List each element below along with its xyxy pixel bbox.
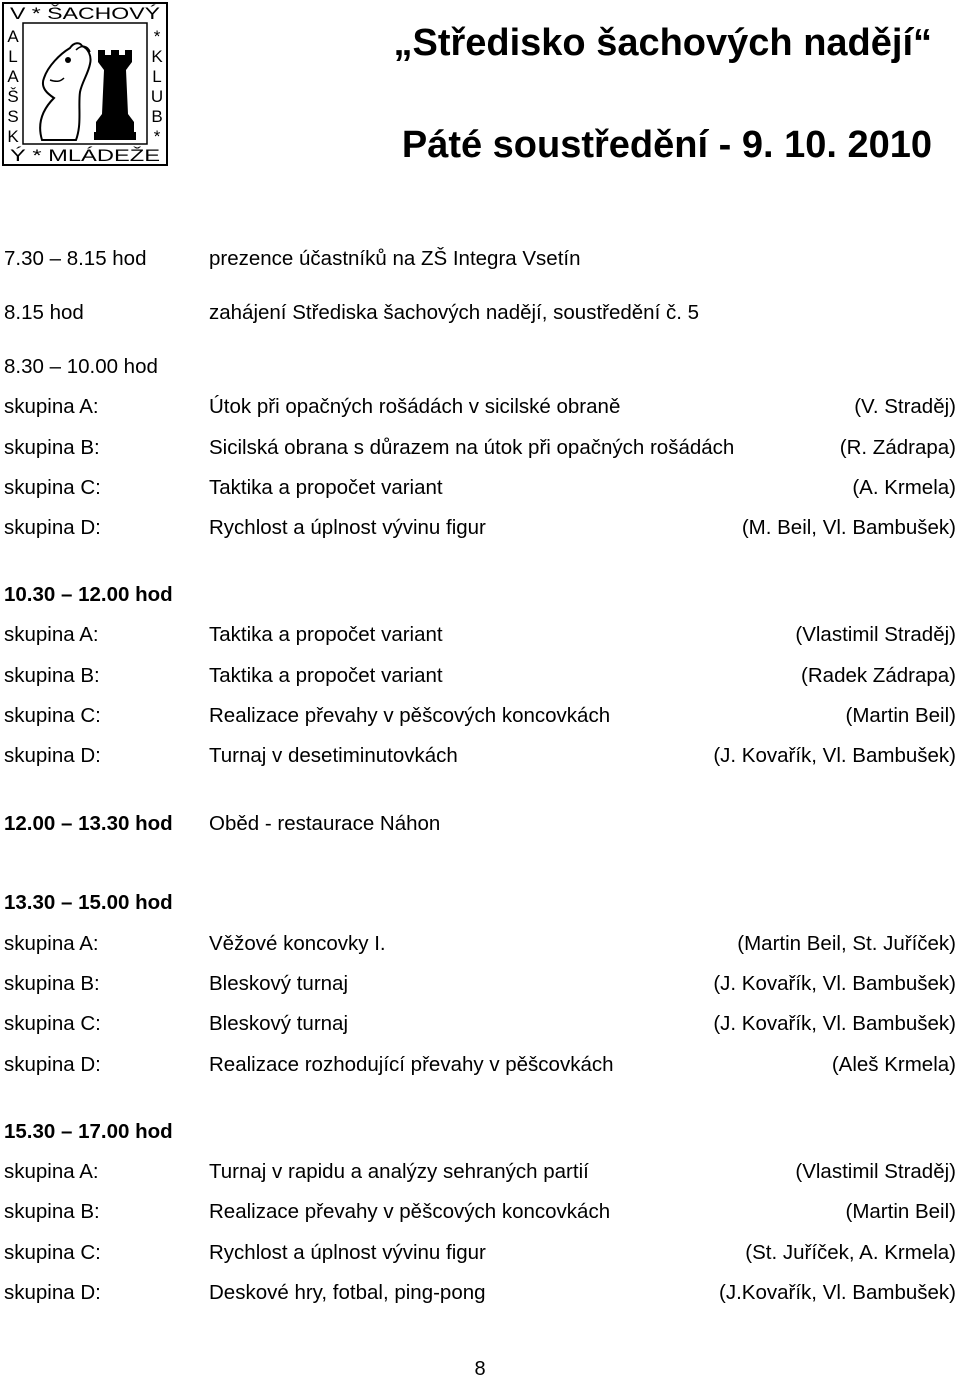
group-row <box>4 1197 956 1227</box>
topic: Taktika a propočet variant <box>209 476 443 499</box>
group-row <box>4 473 956 503</box>
svg-text:K: K <box>151 47 163 66</box>
lecturer: (J. Kovařík, Vl. Bambušek) <box>713 1012 956 1035</box>
group-row <box>4 513 956 543</box>
topic: Sicilská obrana s důrazem na útok při opačných rošádách <box>209 436 735 459</box>
svg-text:Š: Š <box>7 87 19 106</box>
page-number: 8 <box>474 1358 486 1380</box>
topic: Taktika a propočet variant <box>209 623 443 646</box>
group-label: skupina B: <box>4 1200 100 1223</box>
svg-text:B: B <box>151 107 163 126</box>
group-row <box>4 661 956 691</box>
activity: Oběd - restaurace Náhon <box>209 812 441 835</box>
topic: Věžové koncovky I. <box>209 932 386 955</box>
group-row <box>4 1278 956 1308</box>
group-label: skupina A: <box>4 932 99 955</box>
time-slot: 12.00 – 13.30 hod <box>4 812 173 835</box>
lecturer: (Martin Beil, St. Juříček) <box>737 932 956 955</box>
group-label: skupina B: <box>4 972 100 995</box>
activity: zahájení Střediska šachových nadějí, soustředění č. 5 <box>209 301 700 324</box>
lecturer: (Vlastimil Straděj) <box>795 1160 956 1183</box>
logo-bottom-text: Ý * MLÁDEŽE <box>10 146 160 165</box>
topic: Realizace rozhodující převahy v pěšcovkách <box>209 1053 614 1076</box>
group-label: skupina B: <box>4 436 100 459</box>
svg-text:*: * <box>153 27 161 46</box>
lecturer: (Vlastimil Straděj) <box>795 623 956 646</box>
group-label: skupina A: <box>4 395 99 418</box>
group-label: skupina B: <box>4 664 100 687</box>
topic: Realizace převahy v pěšcových koncovkách <box>209 1200 611 1223</box>
svg-text:S: S <box>7 107 19 126</box>
svg-text:A: A <box>7 67 19 86</box>
schedule-row <box>4 809 956 839</box>
svg-text:U: U <box>150 87 164 106</box>
group-label: skupina C: <box>4 1012 101 1035</box>
lecturer: (Martin Beil) <box>845 704 956 727</box>
topic: Bleskový turnaj <box>209 1012 349 1035</box>
group-row <box>4 741 956 771</box>
lecturer: (Martin Beil) <box>845 1200 956 1223</box>
group-label: skupina D: <box>4 744 101 767</box>
topic: Rychlost a úplnost vývinu figur <box>209 516 486 539</box>
group-row <box>4 969 956 999</box>
time-slot: 15.30 – 17.00 hod <box>4 1120 173 1143</box>
group-row <box>4 1050 956 1080</box>
page-subtitle: Páté soustředění - 9. 10. 2010 <box>401 124 932 166</box>
group-row <box>4 701 956 731</box>
schedule-row <box>4 244 956 274</box>
group-label: skupina C: <box>4 704 101 727</box>
time-slot: 10.30 – 12.00 hod <box>4 583 173 606</box>
group-label: skupina C: <box>4 476 101 499</box>
block-heading <box>4 352 956 382</box>
lecturer: (A. Krmela) <box>852 476 956 499</box>
logo-left-letters <box>7 27 19 146</box>
topic: Turnaj v rapidu a analýzy sehraných partií <box>209 1160 589 1183</box>
svg-text:*: * <box>153 127 161 146</box>
svg-text:L: L <box>152 67 162 86</box>
time-slot: 13.30 – 15.00 hod <box>4 891 173 914</box>
lecturer: (V. Straděj) <box>854 395 956 418</box>
lecturer: (J. Kovařík, Vl. Bambušek) <box>713 972 956 995</box>
group-row <box>4 1157 956 1187</box>
logo-top-text: V * ŠACHOVÝ <box>10 4 160 23</box>
group-label: skupina C: <box>4 1241 101 1264</box>
group-label: skupina D: <box>4 1281 101 1304</box>
block-heading <box>4 1117 956 1147</box>
topic: Bleskový turnaj <box>209 972 349 995</box>
group-row <box>4 392 956 422</box>
lecturer: (M. Beil, Vl. Bambušek) <box>741 516 956 539</box>
group-label: skupina D: <box>4 1053 101 1076</box>
svg-text:A: A <box>7 27 19 46</box>
group-row <box>4 1238 956 1268</box>
group-row <box>4 1009 956 1039</box>
group-row <box>4 433 956 463</box>
topic: Turnaj v desetiminutovkách <box>209 744 458 767</box>
lecturer: (J. Kovařík, Vl. Bambušek) <box>713 744 956 767</box>
schedule-row <box>4 298 956 328</box>
time-slot: 7.30 – 8.15 hod <box>4 247 147 270</box>
topic: Taktika a propočet variant <box>209 664 443 687</box>
lecturer: (Radek Zádrapa) <box>801 664 956 687</box>
group-row <box>4 620 956 650</box>
group-label: skupina A: <box>4 623 99 646</box>
time-slot: 8.30 – 10.00 hod <box>4 355 158 378</box>
club-logo <box>2 2 168 166</box>
svg-text:L: L <box>8 47 18 66</box>
group-label: skupina A: <box>4 1160 99 1183</box>
activity: prezence účastníků na ZŠ Integra Vsetín <box>209 247 581 270</box>
lecturer: (J.Kovařík, Vl. Bambušek) <box>719 1281 956 1304</box>
page-title: „Středisko šachových nadějí“ <box>393 22 932 64</box>
block-heading <box>4 888 956 918</box>
lecturer: (St. Juříček, A. Krmela) <box>745 1241 956 1264</box>
lecturer: (Aleš Krmela) <box>831 1053 956 1076</box>
group-row <box>4 929 956 959</box>
topic: Deskové hry, fotbal, ping-pong <box>209 1281 486 1304</box>
topic: Rychlost a úplnost vývinu figur <box>209 1241 486 1264</box>
lecturer: (R. Zádrapa) <box>839 436 956 459</box>
topic: Útok při opačných rošádách v sicilské obraně <box>209 395 621 418</box>
block-heading <box>4 580 956 610</box>
topic: Realizace převahy v pěšcových koncovkách <box>209 704 611 727</box>
time-slot: 8.15 hod <box>4 301 84 324</box>
svg-text:K: K <box>7 127 19 146</box>
group-label: skupina D: <box>4 516 101 539</box>
